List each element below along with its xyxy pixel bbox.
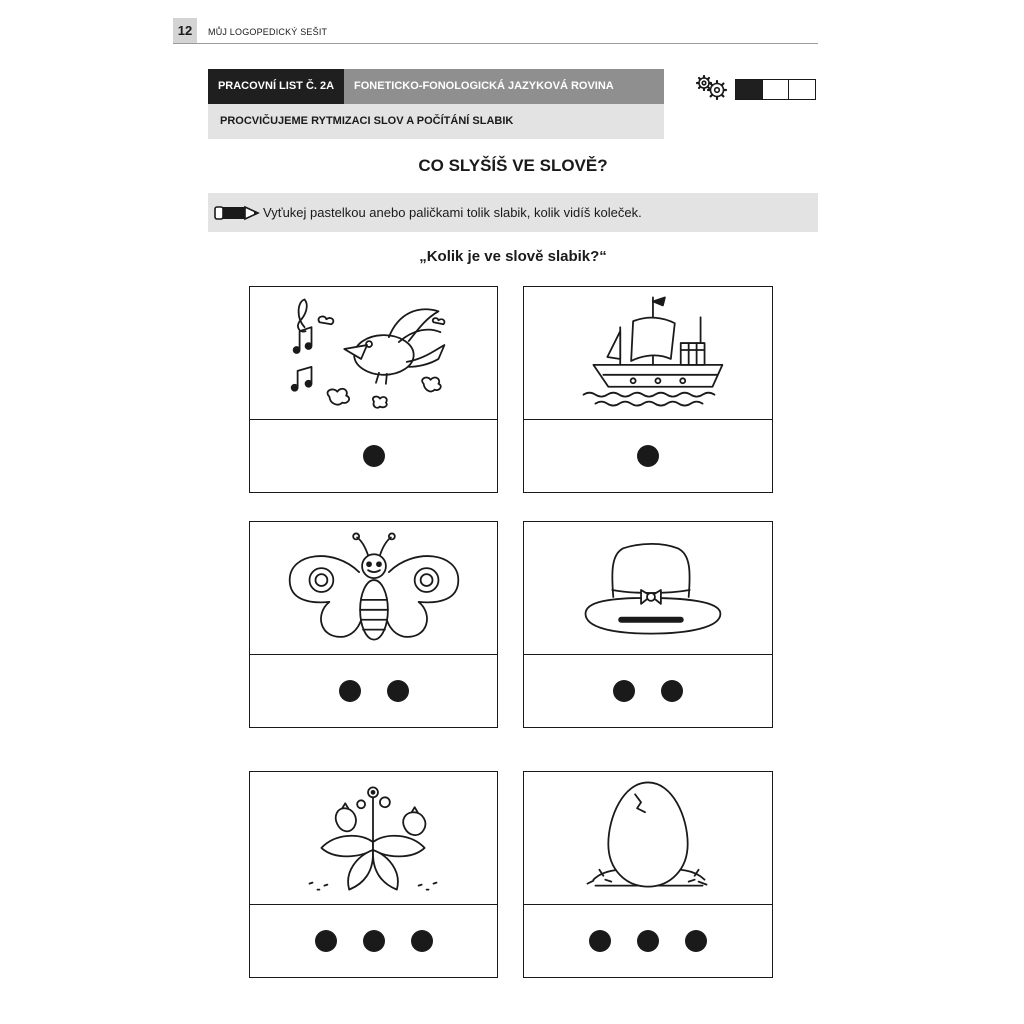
butterfly-icon bbox=[250, 522, 497, 654]
page-title: CO SLYŠÍŠ VE SLOVĚ? bbox=[418, 156, 608, 175]
gears-icon bbox=[694, 74, 728, 100]
syllable-dots bbox=[524, 654, 772, 727]
syllable-card-ship bbox=[523, 286, 773, 493]
worksheet-subtitle: PROCVIČUJEME RYTMIZACI SLOV A POČÍTÁNÍ SLABIK bbox=[208, 104, 664, 139]
ship-icon bbox=[524, 287, 772, 419]
difficulty-level-3 bbox=[788, 80, 815, 99]
syllable-dots bbox=[250, 654, 497, 727]
pencil-icon bbox=[214, 205, 260, 221]
syllable-card-bird bbox=[249, 286, 498, 493]
syllable-dot bbox=[411, 930, 433, 952]
syllable-dot bbox=[613, 680, 635, 702]
difficulty-indicator bbox=[735, 79, 816, 100]
syllable-dots bbox=[250, 904, 497, 977]
difficulty-level-1 bbox=[736, 80, 762, 99]
card-picture bbox=[524, 522, 772, 655]
instruction-text: Vyťukej pastelkou anebo paličkami tolik slabik, kolik vidíš koleček. bbox=[263, 205, 642, 220]
syllable-dot bbox=[637, 930, 659, 952]
syllable-dot bbox=[363, 445, 385, 467]
syllable-dot bbox=[387, 680, 409, 702]
card-picture bbox=[524, 772, 772, 905]
running-title: MŮJ LOGOPEDICKÝ SEŠIT bbox=[208, 27, 328, 37]
card-picture bbox=[250, 287, 497, 420]
hat-icon bbox=[524, 522, 772, 654]
syllable-dot bbox=[339, 680, 361, 702]
worksheet-label: PRACOVNÍ LIST Č. 2A bbox=[208, 69, 344, 104]
syllable-dots bbox=[250, 419, 497, 492]
syllable-card-hat bbox=[523, 521, 773, 728]
instruction-bar bbox=[208, 193, 818, 232]
card-picture bbox=[250, 522, 497, 655]
syllable-dot bbox=[661, 680, 683, 702]
question-heading: „Kolik je ve slově slabik?“ bbox=[419, 248, 607, 265]
syllable-dots bbox=[524, 419, 772, 492]
syllable-card-butterfly bbox=[249, 521, 498, 728]
syllable-card-egg bbox=[523, 771, 773, 978]
syllable-dot bbox=[315, 930, 337, 952]
page-number: 12 bbox=[173, 18, 197, 44]
syllable-dots bbox=[524, 904, 772, 977]
card-picture bbox=[250, 772, 497, 905]
syllable-card-strawberry bbox=[249, 771, 498, 978]
syllable-dot bbox=[589, 930, 611, 952]
syllable-dot bbox=[685, 930, 707, 952]
syllable-dot bbox=[363, 930, 385, 952]
syllable-dot bbox=[637, 445, 659, 467]
bird-icon bbox=[250, 287, 497, 419]
card-picture bbox=[524, 287, 772, 420]
header-divider bbox=[173, 43, 818, 44]
strawberry-plant-icon bbox=[250, 772, 497, 904]
worksheet-domain: FONETICKO-FONOLOGICKÁ JAZYKOVÁ ROVINA bbox=[344, 69, 664, 104]
egg-icon bbox=[524, 772, 772, 904]
difficulty-level-2 bbox=[762, 80, 789, 99]
